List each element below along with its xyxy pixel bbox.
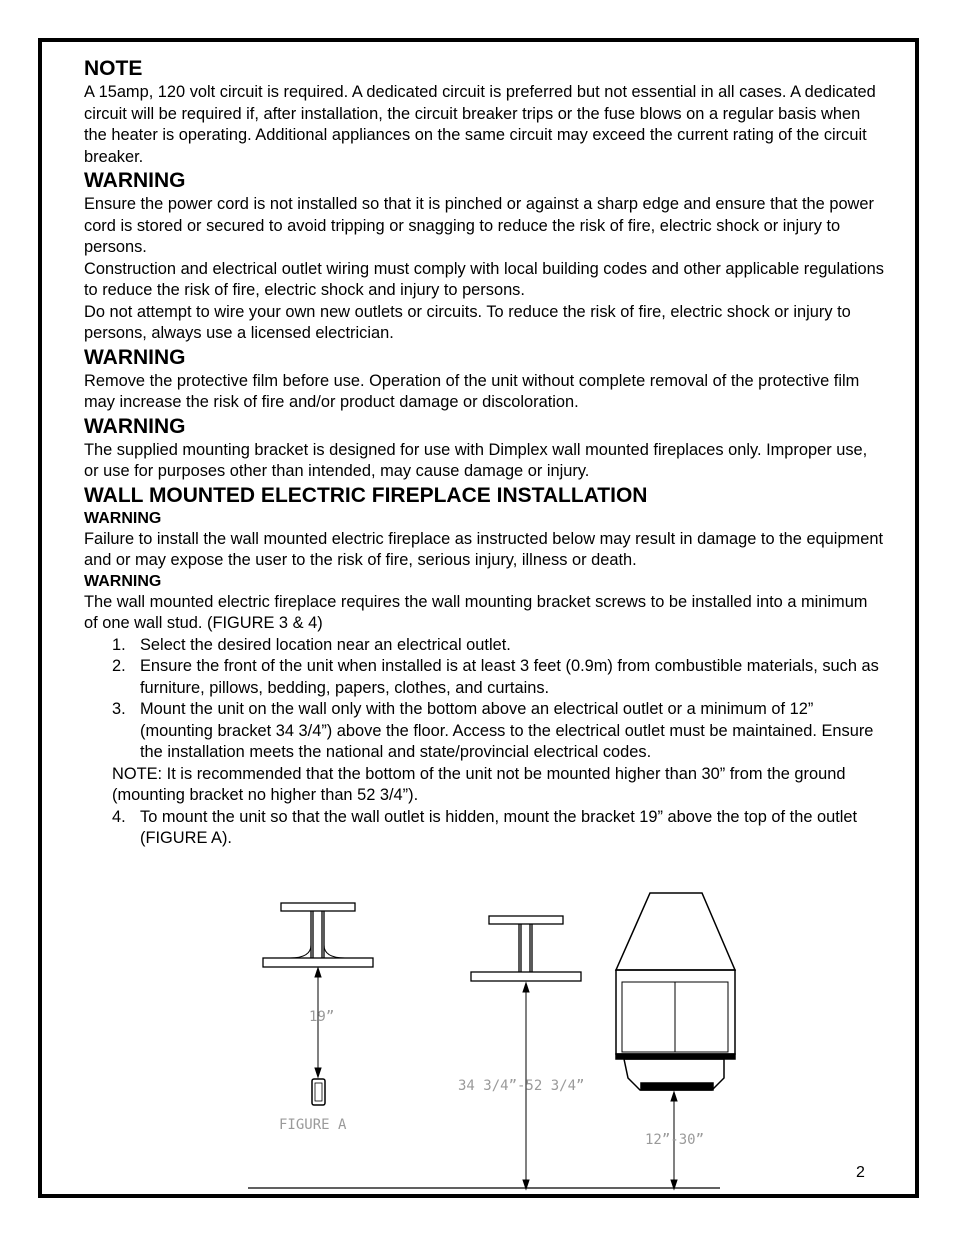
bracket-icon [471, 916, 581, 981]
warning-paragraph: Ensure the power cord is not installed so that it is pinched or against a sharp edge and ensure that the power cord is stored or secured to avoid tripping or snagging to reduce the risk of fire, electric shock or injury to persons. [84, 195, 874, 256]
step-text: Select the desired location near an electrical outlet. [140, 635, 511, 654]
warning-paragraph: Do not attempt to wire your own new outlets or circuits. To reduce the risk of fire, electric shock or injury to persons, always use a licensed electrician. [84, 302, 851, 342]
warning-paragraph: Remove the protective film before use. Operation of the unit without complete removal of the protective film may increase the risk of fire and/or product damage or discoloration. [84, 371, 860, 411]
warning-heading: WARNING [84, 345, 186, 369]
bracket-range-label: 34 3/4”-52 3/4” [458, 1078, 585, 1094]
step-number: 3. [112, 700, 126, 718]
step-number: 1. [112, 635, 126, 654]
dimension-label-19: 19” [309, 1009, 335, 1025]
sub-warning-text: The wall mounted electric fireplace requires the wall mounting bracket screws to be installed into a minimum of one wall stud. (FIGURE 3 & 4) [84, 592, 868, 632]
unit-range-label: 12”-30” [645, 1132, 705, 1148]
step-text: Ensure the front of the unit when installed is at least 3 feet (0.9m) from combustible materials, such as furniture, pillows, bedding, papers, clothes, and curtains. [140, 657, 879, 697]
bracket-icon [263, 903, 373, 967]
warning-heading: WARNING [84, 414, 186, 438]
step-note: NOTE: It is recommended that the bottom of the unit not be mounted higher than 30” from the ground (mounting bracket no higher than 52 3/4”). [112, 764, 846, 804]
warning-paragraph: Construction and electrical outlet wiring must comply with local building codes and other applicable regulations to reduce the risk of fire, electric shock and injury to persons. [84, 259, 884, 299]
warning-paragraph: The supplied mounting bracket is designed for use with Dimplex wall mounted fireplaces only. Improper use, or use for purposes other than intended, may cause damage or injury. [84, 440, 868, 480]
sub-warning-text: Failure to install the wall mounted electric fireplace as instructed below may result in damage to the equipment and or may expose the user to the risk of fire, serious injury, illness or death. [84, 529, 883, 569]
step-text: To mount the unit so that the wall outlet is hidden, mount the bracket 19” above the top of the outlet (FIGURE A). [140, 807, 858, 847]
step-number: 4. [112, 807, 126, 826]
sub-warning-heading: WARNING [84, 572, 162, 590]
note-text: A 15amp, 120 volt circuit is required. A dedicated circuit is preferred but not essential in all cases. A dedicated circuit will be required if, after installation, the circuit breaker trips or the fuse blows on a regular basis when the heater is operating. Additional appliances on the same circuit may exceed the current rating of the circuit breaker. [84, 83, 876, 166]
step-number: 2. [112, 657, 126, 675]
installation-heading: WALL MOUNTED ELECTRIC FIREPLACE INSTALLATION [84, 483, 648, 507]
fireplace-icon [616, 893, 735, 1090]
warning-heading: WARNING [84, 169, 186, 192]
note-heading: NOTE [84, 57, 143, 80]
step-text: Mount the unit on the wall only with the bottom above an electrical outlet or a minimum of 12” (mounting bracket 34 3/4”) above the floor. Access to the electrical outlet must be maintained. Ensure the installation meets the national and state/provincial electrical codes. [140, 700, 874, 761]
page-number: 2 [856, 1164, 865, 1181]
figure-a-label: FIGURE A [279, 1117, 347, 1133]
outlet-icon [312, 1079, 325, 1105]
sub-warning-heading: WARNING [84, 509, 162, 527]
